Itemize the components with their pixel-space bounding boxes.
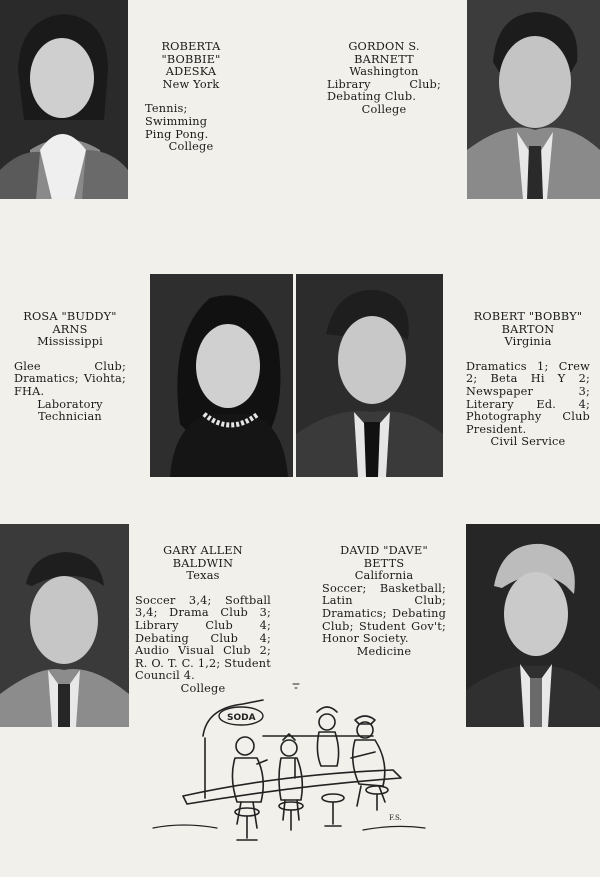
- student-state: Washington: [349, 65, 419, 79]
- student-name-line: ROBERTA: [161, 40, 221, 53]
- student-activities: Dramatics 1; Crew 2; Beta Hi Y 2; Newspaper 3; Literary Ed. 4; Photography Club President.: [466, 359, 590, 436]
- student-future: College: [168, 140, 214, 154]
- student-state: New York: [162, 77, 220, 91]
- soda-sign: [219, 707, 263, 725]
- student-future-line: Technician: [38, 410, 102, 424]
- student-name-line: GARY ALLEN: [163, 544, 243, 557]
- student-surname: ARNS: [52, 322, 88, 336]
- bio-roberta-adeska: [145, 41, 237, 154]
- student-surname: BARTON: [501, 322, 555, 336]
- student-surname: ADESKA: [165, 65, 217, 79]
- soda-fountain-cartoon: [143, 678, 433, 848]
- student-name-line: GORDON S.: [348, 40, 420, 53]
- student-surname: BALDWIN: [172, 556, 234, 570]
- student-name-line: ROSA "BUDDY": [23, 310, 117, 323]
- stool: [366, 786, 388, 810]
- portrait-rosa-arns: [150, 274, 293, 477]
- portrait-gordon-barnett: [467, 0, 600, 199]
- student-future: Medicine: [356, 644, 412, 658]
- portrait-gary-baldwin: [0, 524, 129, 727]
- portrait-robert-barton: [296, 274, 443, 477]
- student-future-line: Laboratory: [37, 397, 103, 411]
- bio-gary-baldwin: [135, 545, 271, 696]
- student-surname: BARNETT: [354, 52, 414, 66]
- bio-david-betts: [322, 545, 446, 658]
- student-surname: BETTS: [363, 556, 405, 570]
- portrait-roberta-adeska: [0, 0, 128, 199]
- student-state: Texas: [186, 569, 220, 583]
- artist-signature: F.S.: [389, 814, 402, 822]
- student-future: College: [180, 681, 226, 695]
- student-activities: Library Club; Debating Club.: [327, 77, 441, 104]
- soda-sign-text: SODA: [227, 713, 256, 723]
- portrait-david-betts: [466, 524, 600, 727]
- student-state: California: [354, 569, 414, 583]
- student-future: Civil Service: [490, 435, 566, 449]
- student-state: Virginia: [504, 335, 552, 349]
- student-nickname: "BOBBIE": [161, 52, 221, 66]
- stool: [322, 794, 344, 826]
- student-activities: Soccer 3,4; Softball 3,4; Drama Club 3; Library Club 4; Debating Club 4; Audio Visual Club 2; R. O. T. C. 1,2; Student Council 4.: [135, 593, 271, 683]
- student-state: Mississippi: [37, 335, 103, 349]
- student-activities: Soccer; Basketball; Latin Club; Dramatics; Debating Club; Student Gov't; Honor Society.: [322, 581, 446, 646]
- student-activities: Glee Club; Dramatics; Viohta; FHA.: [14, 359, 126, 398]
- bio-robert-barton: [466, 311, 590, 449]
- student-future: College: [361, 102, 407, 116]
- student-name-line: DAVID "DAVE": [340, 544, 428, 557]
- student-name-line: ROBERT "BOBBY": [473, 310, 583, 323]
- bio-gordon-barnett: [327, 41, 441, 117]
- student-activities: Tennis; Swimming Ping Pong.: [145, 102, 209, 141]
- bio-rosa-arns: [14, 311, 126, 424]
